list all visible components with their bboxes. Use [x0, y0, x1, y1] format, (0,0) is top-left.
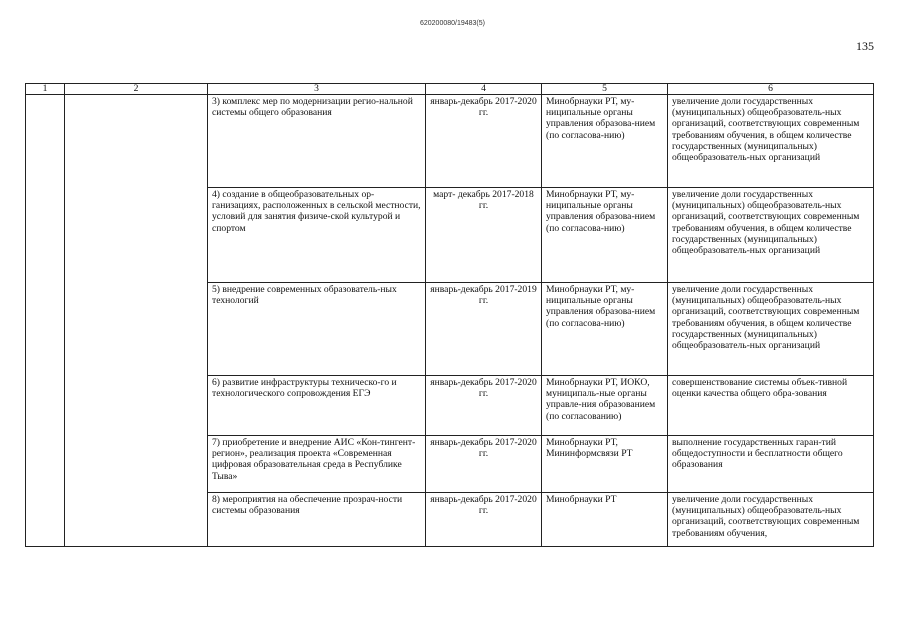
cell-executor: Минобрнауки РТ, му-ниципальные органы управления образова-нием (по согласова-нию) [542, 95, 668, 188]
cell-goal [65, 95, 208, 547]
column-header-4: 4 [426, 84, 542, 95]
cell-executor: Минобрнауки РТ, му-ниципальные органы управления образова-нием (по согласова-нию) [542, 188, 668, 283]
column-header-1: 1 [26, 84, 65, 95]
column-header-5: 5 [542, 84, 668, 95]
cell-executor: Минобрнауки РТ [542, 493, 668, 547]
table-row [26, 95, 874, 188]
cell-measure: 4) создание в общеобразовательных ор-ганизациях, расположенных в сельской местности, условий для занятия физиче-ской культурой и спортом [208, 188, 426, 283]
cell-period: январь-декабрь 2017-2019 гг. [426, 283, 542, 376]
document-id: 620200080/19483(5) [419, 20, 485, 27]
cell-result: увеличение доли государственных (муниципальных) общеобразователь-ных организаций, соответствующих современным требованиям обучения, [668, 493, 874, 547]
column-header-6: 6 [668, 84, 874, 95]
cell-executor: Минобрнауки РТ, ИОКО, муниципаль-ные органы управле-ния образованием (по согласованию) [542, 376, 668, 436]
cell-result: выполнение государственных гаран-тий общедоступности и бесплатности общего образования [668, 436, 874, 493]
cell-period: январь-декабрь 2017-2020 гг. [426, 436, 542, 493]
cell-measure: 7) приобретение и внедрение АИС «Кон-тингент-регион», реализация проекта «Современная цифровая образовательная среда в Республике Тыва» [208, 436, 426, 493]
cell-measure: 8) мероприятия на обеспечение прозрач-ности системы образования [208, 493, 426, 547]
cell-executor: Минобрнауки РТ, Мининформсвязи РТ [542, 436, 668, 493]
cell-measure: 5) внедрение современных образователь-ных технологий [208, 283, 426, 376]
cell-number [26, 95, 65, 547]
cell-measure: 3) комплекс мер по модернизации регио-нальной системы общего образования [208, 95, 426, 188]
cell-period: январь-декабрь 2017-2020 гг. [426, 493, 542, 547]
cell-measure: 6) развитие инфраструктуры техническо-го и технологического сопровождения ЕГЭ [208, 376, 426, 436]
cell-result: совершенствование системы объек-тивной оценки качества общего обра-зования [668, 376, 874, 436]
column-header-3: 3 [208, 84, 426, 95]
cell-result: увеличение доли государственных (муниципальных) общеобразователь-ных организаций, соответствующих современным требованиям обучения, в общем количестве государственных (муниципальных) общеобразователь-ных организаций [668, 283, 874, 376]
column-header-2: 2 [65, 84, 208, 95]
page-number: 135 [856, 39, 874, 53]
cell-result: увеличение доли государственных (муниципальных) общеобразователь-ных организаций, соответствующих современным требованиям обучения, в общем количестве государственных (муниципальных) общеобразователь-ных организаций [668, 95, 874, 188]
column-number-row [26, 84, 874, 95]
cell-executor: Минобрнауки РТ, му-ниципальные органы управления образова-нием (по согласова-нию) [542, 283, 668, 376]
cell-period: март- декабрь 2017-2018 гг. [426, 188, 542, 283]
cell-result: увеличение доли государственных (муниципальных) общеобразователь-ных организаций, соответствующих современным требованиям обучения, в общем количестве государственных (муниципальных) общеобразователь-ных организаций [668, 188, 874, 283]
cell-period: январь-декабрь 2017-2020 гг. [426, 95, 542, 188]
measures-table [25, 83, 874, 547]
cell-period: январь-декабрь 2017-2020 гг. [426, 376, 542, 436]
